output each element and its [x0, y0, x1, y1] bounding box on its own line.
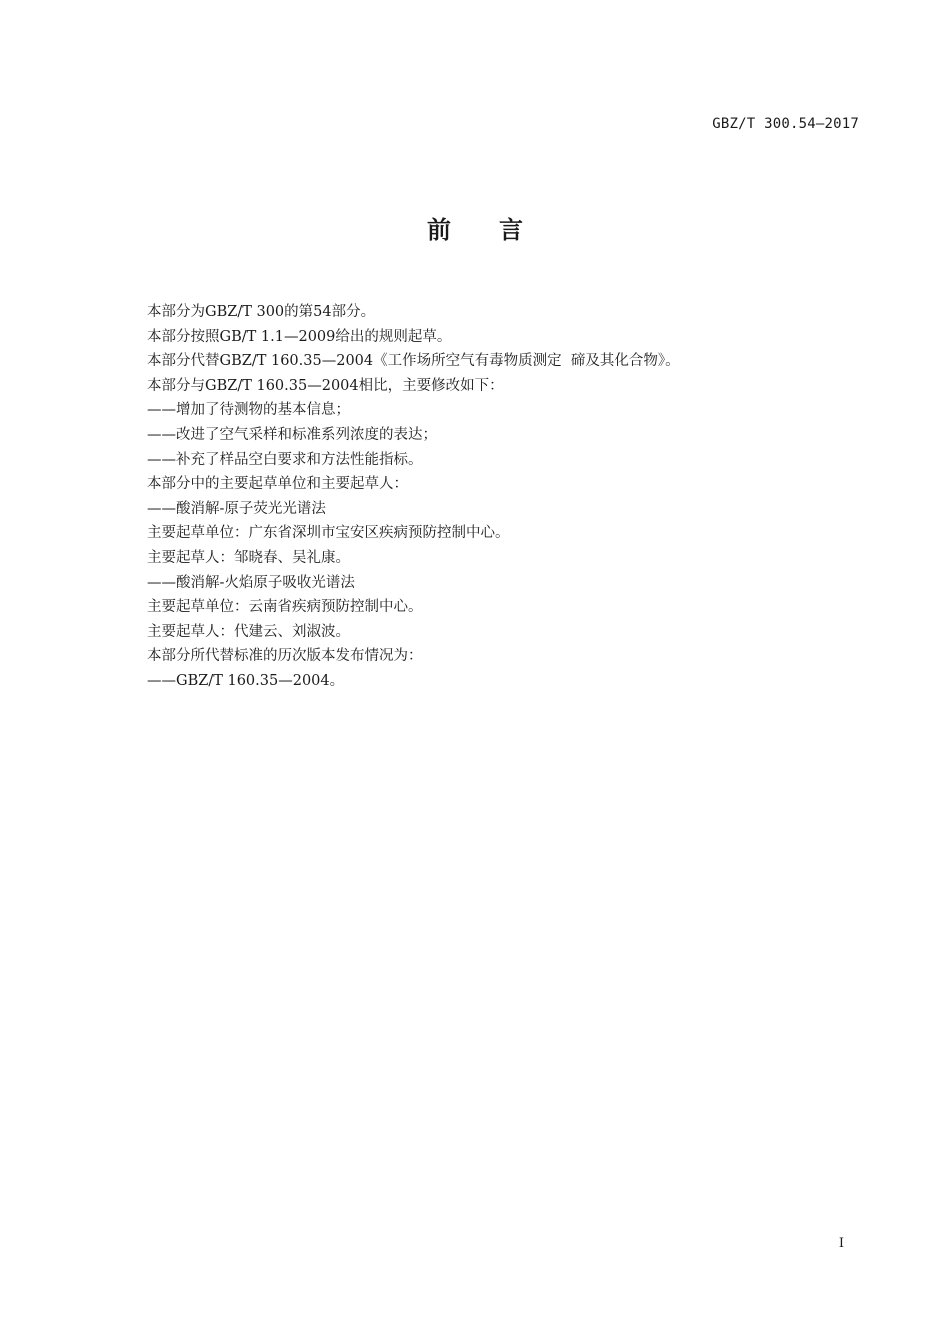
page-number: I [838, 1236, 844, 1251]
foreword-line: 本部分为GBZ/T 300的第54部分。 [147, 304, 376, 320]
foreword-line: 主要起草单位：广东省深圳市宝安区疾病预防控制中心。 [147, 525, 510, 542]
foreword-line: ——补充了样品空白要求和方法性能指标。 [147, 451, 423, 468]
foreword-line: 本部分代替GBZ/T 160.35—2004《工作场所空气有毒物质测定 碲及其化合物》。 [147, 353, 680, 370]
foreword-line: 本部分按照GB/T 1.1—2009给出的规则起草。 [147, 328, 452, 345]
page-title: 前言 [427, 216, 571, 244]
foreword-line: ——改进了空气采样和标准系列浓度的表达； [147, 426, 437, 443]
foreword-line: ——酸消解-火焰原子吸收光谱法 [147, 574, 355, 591]
foreword-line: ——GBZ/T 160.35—2004。 [147, 672, 345, 689]
foreword-line: 主要起草人：代建云、刘淑波。 [147, 623, 350, 640]
foreword-body [147, 300, 847, 694]
document-code: GBZ/T 300.54—2017 [712, 116, 859, 132]
foreword-line: ——酸消解-原子荧光光谱法 [147, 500, 326, 517]
foreword-line: 主要起草单位：云南省疾病预防控制中心。 [147, 599, 423, 616]
foreword-line: 本部分中的主要起草单位和主要起草人： [147, 476, 408, 493]
foreword-line: 主要起草人：邹晓春、吴礼康。 [147, 549, 350, 566]
foreword-line: 本部分所代替标准的历次版本发布情况为： [147, 648, 423, 665]
foreword-line: 本部分与GBZ/T 160.35—2004相比，主要修改如下： [147, 377, 504, 394]
foreword-line: ——增加了待测物的基本信息； [147, 402, 350, 419]
